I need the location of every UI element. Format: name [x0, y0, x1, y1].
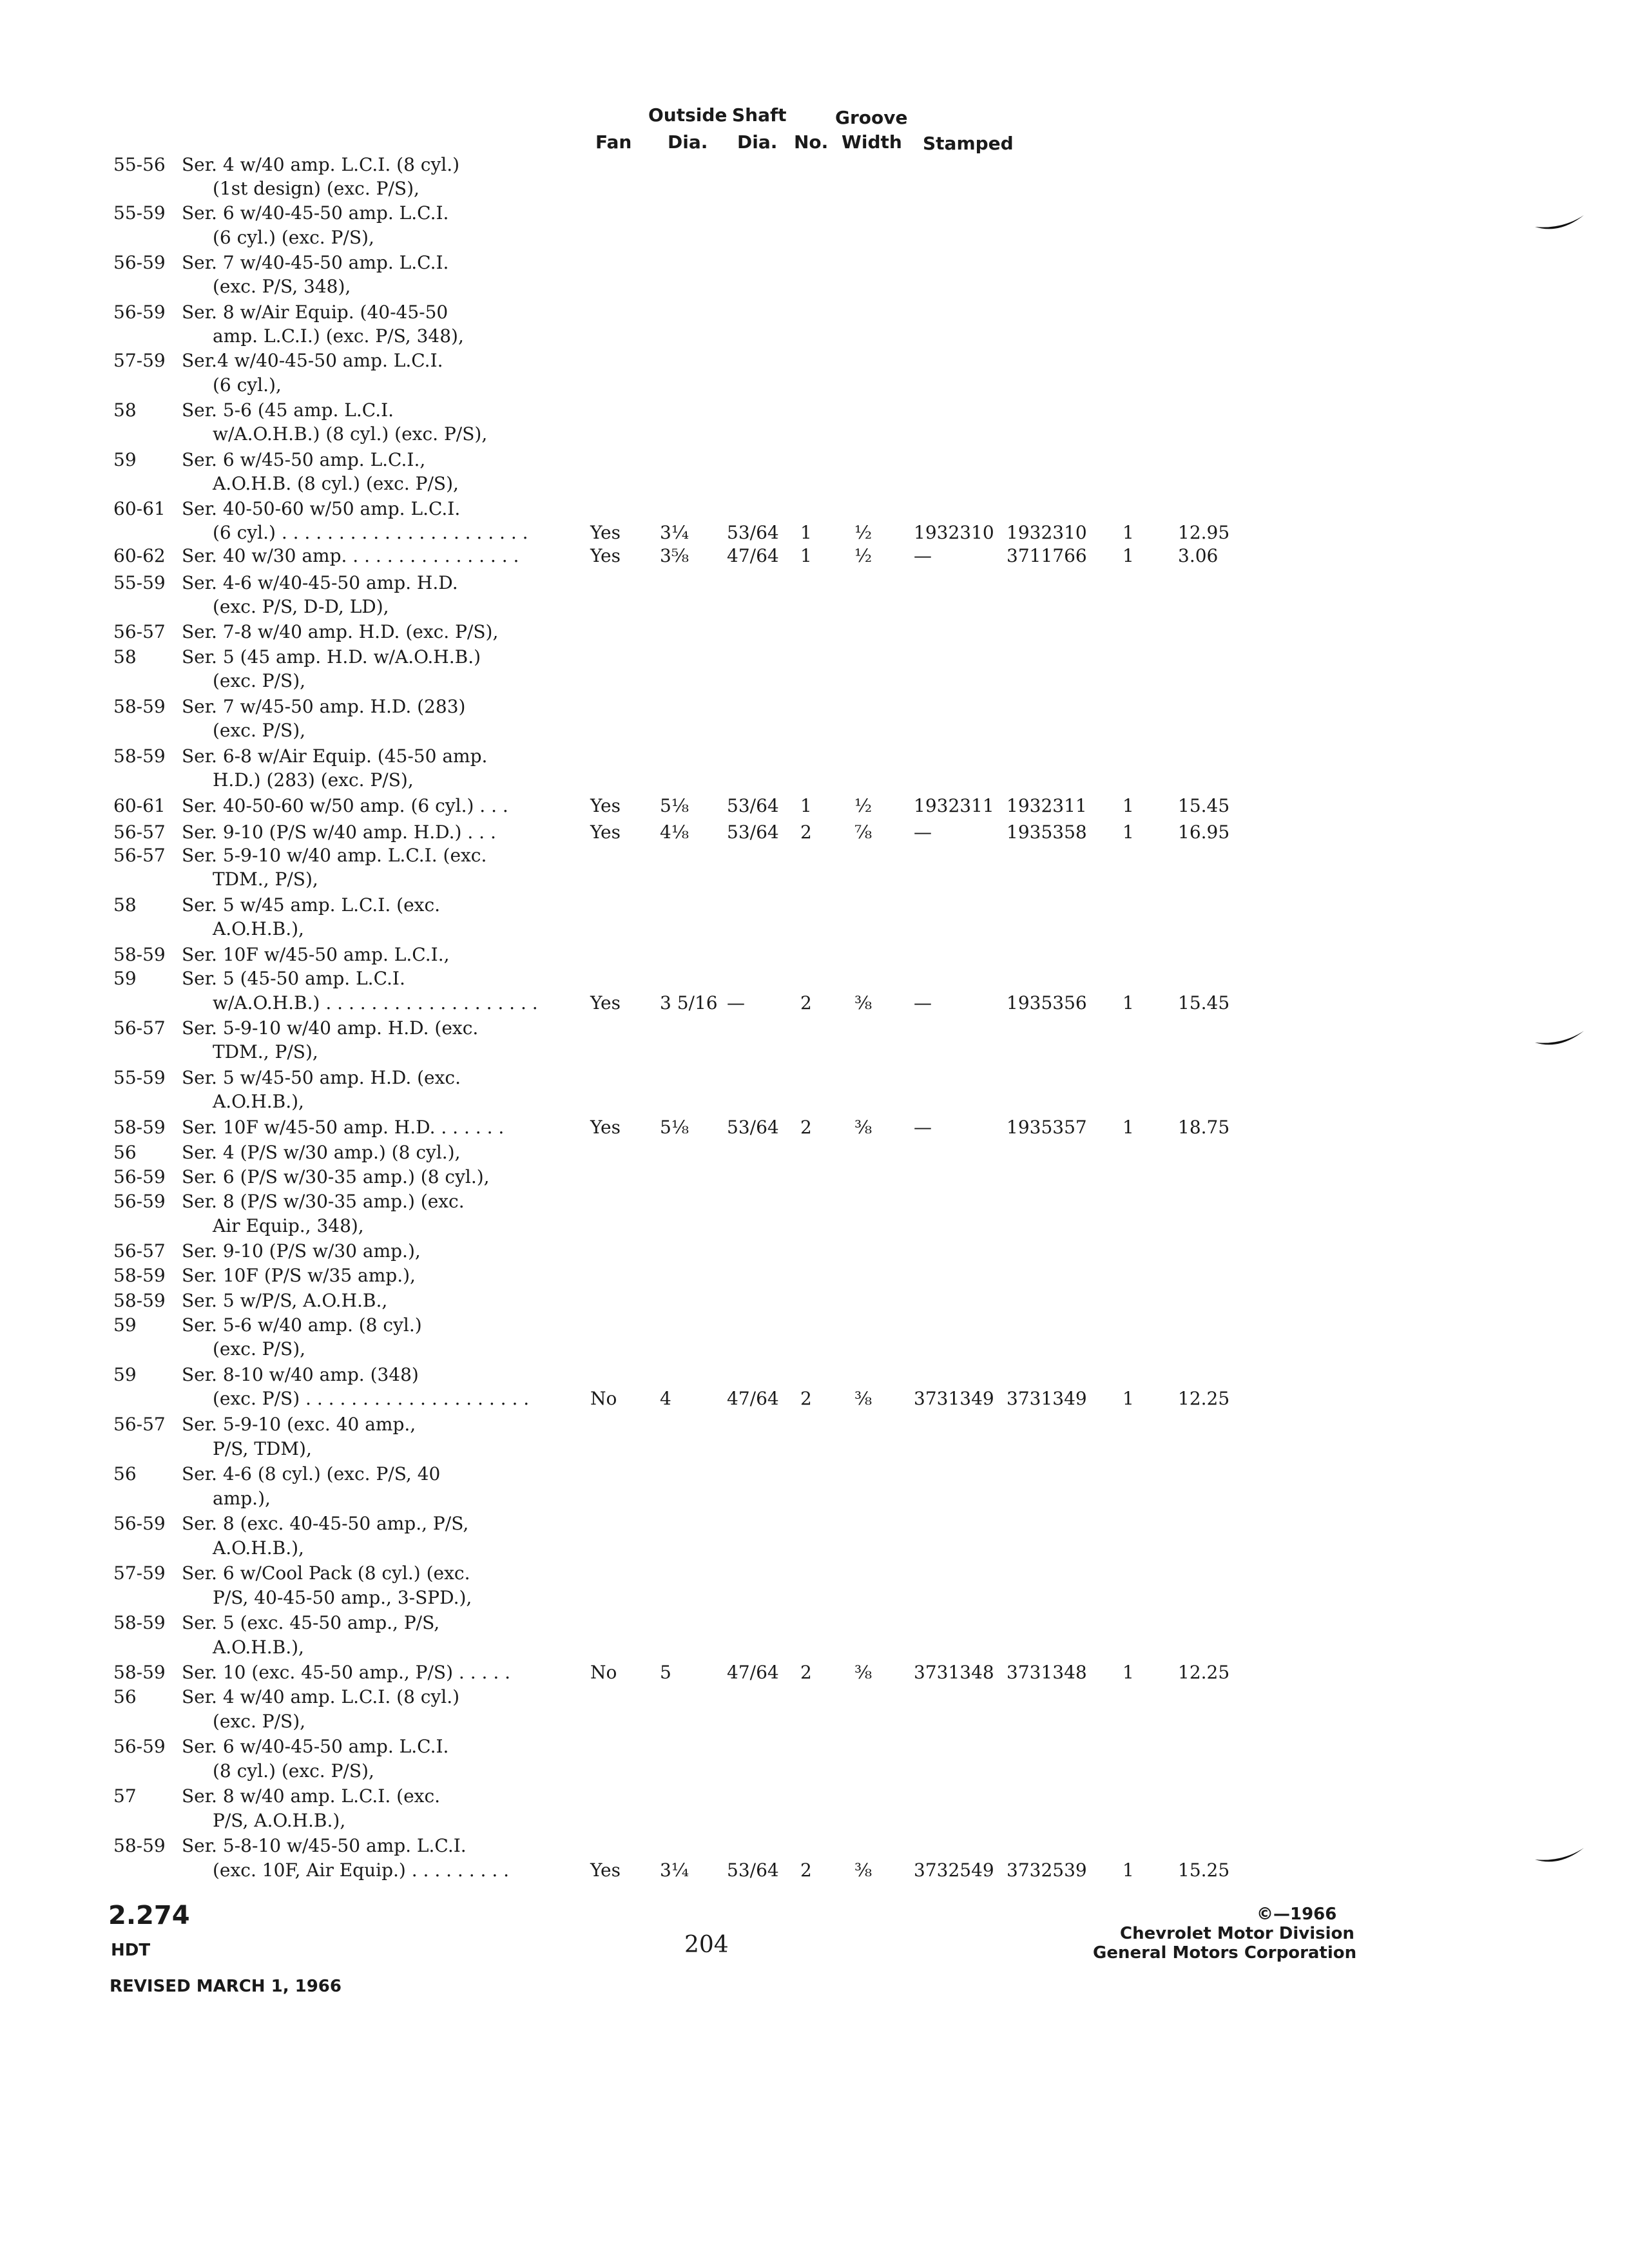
price-cell: 12.25 [1178, 1662, 1230, 1683]
stamped-number-cell: 1932310 [1007, 522, 1087, 543]
stamped-number-cell: 3732539 [1007, 1860, 1087, 1881]
shaft-dia-cell: 47/64 [727, 1388, 779, 1409]
fan-cell: Yes [590, 795, 621, 816]
application-description: Ser. 6 w/45-50 amp. L.C.I., [182, 449, 426, 470]
division-name: Chevrolet Motor Division [1120, 1924, 1354, 1943]
groove-no-cell: 2 [800, 992, 812, 1014]
application-description: (exc. P/S), [213, 720, 306, 741]
application-description: (1st design) (exc. P/S), [213, 178, 419, 199]
quantity-cell: 1 [1123, 822, 1134, 843]
binder-tick-mark [1534, 213, 1585, 238]
model-year: 59 [113, 968, 137, 989]
groove-width-cell: ⅞ [854, 822, 872, 843]
section-number: 2.274 [108, 1901, 190, 1930]
groove-width-cell: ⅜ [854, 1662, 872, 1683]
outside-dia-cell: 3¼ [660, 1860, 689, 1881]
application-description: (exc. P/S), [213, 1338, 306, 1360]
quantity-cell: 1 [1123, 522, 1134, 543]
model-year: 58 [113, 894, 137, 916]
application-description: (6 cyl.), [213, 374, 282, 396]
header-outside-dia: Dia. [668, 131, 708, 153]
groove-no-cell: 1 [800, 795, 812, 816]
application-description: Ser. 5 w/45 amp. L.C.I. (exc. [182, 894, 441, 916]
application-description: Ser. 7-8 w/40 amp. H.D. (exc. P/S), [182, 621, 499, 642]
application-description: Ser. 5 (exc. 45-50 amp., P/S, [182, 1612, 440, 1633]
quantity-cell: 1 [1123, 1662, 1134, 1683]
model-year: 56 [113, 1142, 137, 1163]
part-number-cell: — [914, 1117, 932, 1138]
quantity-cell: 1 [1123, 795, 1134, 816]
stamped-number-cell: 3731349 [1007, 1388, 1087, 1409]
application-description: Ser. 6 w/40-45-50 amp. L.C.I. [182, 1736, 449, 1757]
header-stamped: Stamped [923, 133, 1014, 154]
groove-width-cell: ⅜ [854, 1388, 872, 1409]
application-description: TDM., P/S), [213, 869, 318, 890]
quantity-cell: 1 [1123, 545, 1134, 566]
page-number: 204 [684, 1932, 729, 1958]
application-description: amp. L.C.I.) (exc. P/S, 348), [213, 325, 464, 347]
application-description: Ser. 5-9-10 (exc. 40 amp., [182, 1414, 416, 1435]
application-description: Ser. 40 w/30 amp. . . . . . . . . . . . . . . . [182, 545, 519, 566]
shaft-dia-cell: 53/64 [727, 1117, 779, 1138]
outside-dia-cell: 4⅛ [660, 822, 689, 843]
revision-date: REVISED MARCH 1, 1966 [110, 1977, 342, 1996]
shaft-dia-cell: 53/64 [727, 822, 779, 843]
application-description: Ser. 5-9-10 w/40 amp. L.C.I. (exc. [182, 845, 487, 866]
application-description: P/S, 40-45-50 amp., 3-SPD.), [213, 1587, 472, 1608]
model-year: 58-59 [113, 745, 166, 767]
application-description: Ser. 5 w/45-50 amp. H.D. (exc. [182, 1067, 461, 1088]
part-number-cell: 1932311 [914, 795, 994, 816]
model-year: 57 [113, 1785, 137, 1807]
model-year: 56 [113, 1686, 137, 1707]
application-description: Ser. 4 w/40 amp. L.C.I. (8 cyl.) [182, 1686, 460, 1707]
groove-no-cell: 2 [800, 1662, 812, 1683]
part-number-cell: — [914, 822, 932, 843]
groove-width-cell: ⅜ [854, 992, 872, 1014]
model-year: 58-59 [113, 1117, 166, 1138]
quantity-cell: 1 [1123, 1860, 1134, 1881]
application-description: Ser. 5-9-10 w/40 amp. H.D. (exc. [182, 1017, 479, 1039]
application-description: Ser. 5 w/P/S, A.O.H.B., [182, 1290, 388, 1311]
groove-width-cell: ½ [854, 522, 872, 543]
price-cell: 15.45 [1178, 992, 1230, 1014]
groove-no-cell: 2 [800, 1388, 812, 1409]
model-year: 56-57 [113, 822, 166, 843]
model-year: 56-59 [113, 302, 166, 323]
outside-dia-cell: 5⅛ [660, 1117, 689, 1138]
model-year: 60-61 [113, 498, 166, 519]
application-description: Ser. 5-6 (45 amp. L.C.I. [182, 399, 394, 421]
groove-width-cell: ½ [854, 795, 872, 816]
groove-no-cell: 2 [800, 1117, 812, 1138]
fan-cell: Yes [590, 545, 621, 566]
stamped-number-cell: 1935358 [1007, 822, 1087, 843]
application-description: w/A.O.H.B.) . . . . . . . . . . . . . . . . . . . [213, 992, 538, 1014]
application-description: A.O.H.B.), [213, 918, 304, 939]
application-description: Ser. 10F (P/S w/35 amp.), [182, 1265, 416, 1286]
application-description: (exc. P/S) . . . . . . . . . . . . . . . . . . . . [213, 1388, 530, 1409]
application-description: w/A.O.H.B.) (8 cyl.) (exc. P/S), [213, 423, 488, 445]
application-description: TDM., P/S), [213, 1041, 318, 1062]
model-year: 59 [113, 1364, 137, 1385]
application-description: Ser. 4 w/40 amp. L.C.I. (8 cyl.) [182, 154, 460, 175]
shaft-dia-cell: 47/64 [727, 1662, 779, 1683]
part-number-cell: 3732549 [914, 1860, 994, 1881]
groove-no-cell: 2 [800, 822, 812, 843]
model-year: 56-59 [113, 1513, 166, 1534]
model-year: 58-59 [113, 696, 166, 717]
shaft-dia-cell: 53/64 [727, 795, 779, 816]
model-year: 58-59 [113, 944, 166, 965]
model-year: 58-59 [113, 1662, 166, 1683]
outside-dia-cell: 3¼ [660, 522, 689, 543]
model-year: 56 [113, 1463, 137, 1485]
model-year: 55-59 [113, 202, 166, 224]
fan-cell: No [590, 1662, 617, 1683]
application-description: Ser. 4-6 (8 cyl.) (exc. P/S, 40 [182, 1463, 441, 1485]
application-description: Ser.4 w/40-45-50 amp. L.C.I. [182, 350, 443, 371]
corporation-name: General Motors Corporation [1093, 1943, 1357, 1963]
application-description: P/S, A.O.H.B.), [213, 1810, 346, 1831]
shaft-dia-cell: 47/64 [727, 545, 779, 566]
application-description: Ser. 9-10 (P/S w/30 amp.), [182, 1240, 421, 1262]
groove-width-cell: ⅜ [854, 1117, 872, 1138]
application-description: Ser. 8 w/40 amp. L.C.I. (exc. [182, 1785, 441, 1807]
application-description: amp.), [213, 1488, 271, 1509]
application-description: (exc. 10F, Air Equip.) . . . . . . . . . [213, 1860, 510, 1881]
header-groove-no: No. [794, 131, 829, 153]
application-description: (6 cyl.) . . . . . . . . . . . . . . . . . . . . . . [213, 522, 528, 543]
stamped-number-cell: 1935356 [1007, 992, 1087, 1014]
application-description: Ser. 5 (45-50 amp. L.C.I. [182, 968, 405, 989]
part-number-cell: 3731349 [914, 1388, 994, 1409]
price-cell: 15.25 [1178, 1860, 1230, 1881]
application-description: A.O.H.B. (8 cyl.) (exc. P/S), [213, 473, 459, 494]
model-year: 58 [113, 646, 137, 668]
copyright: ©—1966 [1257, 1905, 1337, 1924]
price-cell: 15.45 [1178, 795, 1230, 816]
price-cell: 3.06 [1178, 545, 1219, 566]
header-groove: Groove [835, 107, 908, 128]
model-year: 59 [113, 1314, 137, 1336]
application-description: (8 cyl.) (exc. P/S), [213, 1760, 374, 1782]
fan-cell: Yes [590, 822, 621, 843]
fan-cell: No [590, 1388, 617, 1409]
shaft-dia-cell: 53/64 [727, 522, 779, 543]
application-description: A.O.H.B.), [213, 1091, 304, 1112]
application-description: Ser. 6 (P/S w/30-35 amp.) (8 cyl.), [182, 1166, 490, 1187]
application-description: (6 cyl.) (exc. P/S), [213, 227, 374, 248]
application-description: A.O.H.B.), [213, 1637, 304, 1658]
model-year: 58 [113, 399, 137, 421]
outside-dia-cell: 3⅝ [660, 545, 689, 566]
model-year: 56-59 [113, 1166, 166, 1187]
model-year: 57-59 [113, 1562, 166, 1584]
application-description: Ser. 8 (exc. 40-45-50 amp., P/S, [182, 1513, 469, 1534]
application-description: Ser. 6 w/Cool Pack (8 cyl.) (exc. [182, 1562, 470, 1584]
stamped-number-cell: 3711766 [1007, 545, 1087, 566]
binder-tick-mark [1534, 1028, 1585, 1054]
model-year: 56-57 [113, 845, 166, 866]
model-year: 55-56 [113, 154, 166, 175]
price-cell: 12.95 [1178, 522, 1230, 543]
model-year: 59 [113, 449, 137, 470]
groove-width-cell: ½ [854, 545, 872, 566]
application-description: Ser. 8-10 w/40 amp. (348) [182, 1364, 419, 1385]
application-description: H.D.) (283) (exc. P/S), [213, 769, 414, 791]
application-description: Ser. 10 (exc. 45-50 amp., P/S) . . . . . [182, 1662, 511, 1683]
fan-cell: Yes [590, 1860, 621, 1881]
header-groove-width: Width [842, 131, 902, 153]
application-description: (exc. P/S, D-D, LD), [213, 596, 389, 617]
groove-width-cell: ⅜ [854, 1860, 872, 1881]
application-description: A.O.H.B.), [213, 1537, 304, 1559]
shaft-dia-cell: 53/64 [727, 1860, 779, 1881]
application-description: Ser. 10F w/45-50 amp. H.D. . . . . . . [182, 1117, 505, 1138]
application-description: Air Equip., 348), [213, 1215, 364, 1236]
application-description: Ser. 6 w/40-45-50 amp. L.C.I. [182, 202, 449, 224]
binder-tick-mark [1534, 1845, 1585, 1871]
application-description: (exc. P/S, 348), [213, 276, 351, 297]
part-number-cell: — [914, 545, 932, 566]
header-outside: Outside [648, 104, 728, 126]
header-shaft: Shaft [732, 104, 787, 126]
model-year: 57-59 [113, 350, 166, 371]
application-description: (exc. P/S), [213, 670, 306, 691]
application-description: Ser. 5 (45 amp. H.D. w/A.O.H.B.) [182, 646, 481, 668]
model-year: 60-62 [113, 545, 166, 566]
part-number-cell: 1932310 [914, 522, 994, 543]
application-description: Ser. 4 (P/S w/30 amp.) (8 cyl.), [182, 1142, 461, 1163]
model-year: 56-57 [113, 1414, 166, 1435]
application-description: Ser. 8 (P/S w/30-35 amp.) (exc. [182, 1191, 465, 1212]
price-cell: 16.95 [1178, 822, 1230, 843]
header-shaft-dia: Dia. [737, 131, 778, 153]
outside-dia-cell: 3 5/16 [660, 992, 718, 1014]
fan-cell: Yes [590, 992, 621, 1014]
quantity-cell: 1 [1123, 1117, 1134, 1138]
model-year: 56-59 [113, 1191, 166, 1212]
groove-no-cell: 2 [800, 1860, 812, 1881]
model-year: 60-61 [113, 795, 166, 816]
outside-dia-cell: 5⅛ [660, 795, 689, 816]
application-description: (exc. P/S), [213, 1711, 306, 1732]
stamped-number-cell: 1932311 [1007, 795, 1087, 816]
application-description: Ser. 40-50-60 w/50 amp. L.C.I. [182, 498, 461, 519]
header-fan: Fan [595, 131, 632, 153]
quantity-cell: 1 [1123, 992, 1134, 1014]
model-year: 56-57 [113, 1017, 166, 1039]
application-description: Ser. 5-8-10 w/45-50 amp. L.C.I. [182, 1835, 467, 1856]
groove-no-cell: 1 [800, 522, 812, 543]
part-number-cell: — [914, 992, 932, 1014]
application-description: Ser. 4-6 w/40-45-50 amp. H.D. [182, 572, 458, 593]
model-year: 58-59 [113, 1265, 166, 1286]
outside-dia-cell: 4 [660, 1388, 671, 1409]
application-description: Ser. 6-8 w/Air Equip. (45-50 amp. [182, 745, 488, 767]
model-year: 56-59 [113, 1736, 166, 1757]
fan-cell: Yes [590, 1117, 621, 1138]
fan-cell: Yes [590, 522, 621, 543]
manual-code: HDT [111, 1941, 151, 1960]
model-year: 55-59 [113, 572, 166, 593]
quantity-cell: 1 [1123, 1388, 1134, 1409]
application-description: Ser. 5-6 w/40 amp. (8 cyl.) [182, 1314, 422, 1336]
model-year: 58-59 [113, 1835, 166, 1856]
groove-no-cell: 1 [800, 545, 812, 566]
model-year: 56-57 [113, 621, 166, 642]
model-year: 56-59 [113, 252, 166, 273]
application-description: Ser. 7 w/45-50 amp. H.D. (283) [182, 696, 466, 717]
part-number-cell: 3731348 [914, 1662, 994, 1683]
stamped-number-cell: 3731348 [1007, 1662, 1087, 1683]
stamped-number-cell: 1935357 [1007, 1117, 1087, 1138]
application-description: Ser. 40-50-60 w/50 amp. (6 cyl.) . . . [182, 795, 508, 816]
model-year: 55-59 [113, 1067, 166, 1088]
application-description: Ser. 7 w/40-45-50 amp. L.C.I. [182, 252, 449, 273]
model-year: 58-59 [113, 1612, 166, 1633]
application-description: Ser. 8 w/Air Equip. (40-45-50 [182, 302, 448, 323]
outside-dia-cell: 5 [660, 1662, 671, 1683]
application-description: Ser. 9-10 (P/S w/40 amp. H.D.) . . . [182, 822, 496, 843]
shaft-dia-cell: — [727, 992, 745, 1014]
price-cell: 12.25 [1178, 1388, 1230, 1409]
application-description: Ser. 10F w/45-50 amp. L.C.I., [182, 944, 450, 965]
price-cell: 18.75 [1178, 1117, 1230, 1138]
model-year: 56-57 [113, 1240, 166, 1262]
model-year: 58-59 [113, 1290, 166, 1311]
application-description: P/S, TDM), [213, 1438, 312, 1459]
